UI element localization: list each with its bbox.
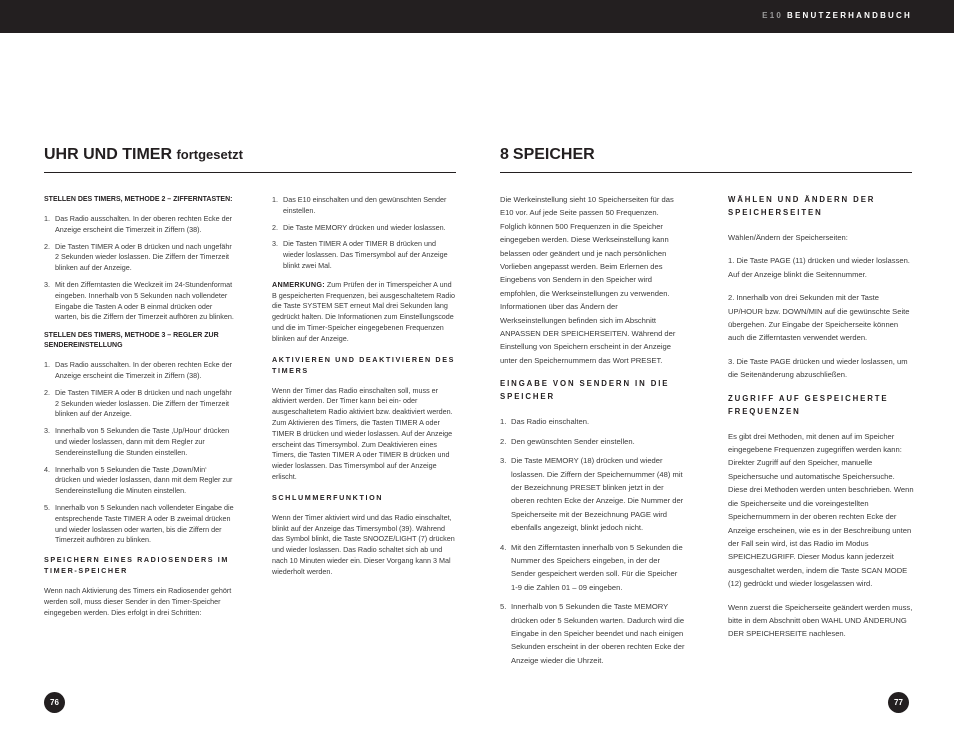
header-bar <box>0 0 954 33</box>
left-section-subtitle: fortgesetzt <box>176 147 243 162</box>
page-number-left: 76 <box>44 692 65 713</box>
list-item <box>500 600 685 667</box>
left-heading-rule <box>44 172 456 173</box>
list-item <box>44 360 234 382</box>
list-item <box>272 195 457 217</box>
list-item <box>44 242 234 274</box>
note-label: ANMERKUNG: <box>272 279 325 289</box>
right-heading-rule <box>500 172 912 173</box>
list-item <box>44 214 234 236</box>
left-section-heading <box>44 146 243 164</box>
list-item-text: Innerhalb von 5 Sekunden die Taste ‚Up/Hour‘ drücken und wieder loslassen, dann mit dem Regler zur Sendereinstellung die Stunden einstellen. <box>55 426 230 457</box>
list-item <box>272 239 457 271</box>
list-timer-method-2 <box>44 214 234 323</box>
left-section-title: UHR UND TIMER <box>44 146 172 163</box>
paragraph-snooze: Wenn der Timer aktiviert wird und das Radio einschaltet, blinkt auf der Anzeige das Timersymbol (39). Während das Symbol blinkt, die Taste SNOOZE/LIGHT (7) drücken und wieder loslassen. Das Radio schaltet sich ab und nach 10 Minuten wieder ein. Dieser Vorgang kann 3 Mal wiederholt werden. <box>272 512 455 576</box>
list-item-text: Mit den Zifferntasten innerhalb von 5 Sekunden die Nummer des Speichers eingeben, in der der Sender gespeichert werden soll. Für die Speicher 1-9 die Zahlen 01 – 09 eingeben. <box>511 542 683 592</box>
paragraph-access-note: Wenn zuerst die Speicherseite geändert werden muss, bitte in dem Abschnitt oben WAHL UND ÄNDERUNG DER SPEICHERSEITE nachlesen. <box>728 602 913 639</box>
list-item-number: 4. <box>44 464 50 474</box>
list-item-number: 2. <box>44 387 50 397</box>
list-timer-method-3 <box>44 360 234 546</box>
heading-select-pages: WÄHLEN UND ÄNDERN DER SPEICHERSEITEN <box>728 195 876 217</box>
list-item <box>500 435 685 448</box>
page-number-right: 77 <box>888 692 909 713</box>
list-item-text: Das E10 einschalten und den gewünschten Sender einstellen. <box>283 195 447 215</box>
list-store-steps <box>272 195 457 272</box>
model-name: E10 <box>762 11 784 20</box>
note-text: Zum Prüfen der in Timerspeicher A und B gespeicherten Frequenzen, bei ausgeschaltetem Radio die Taste SYSTEM SET erneut Mal drei Sekunden lang gedrückt halten. Die Informationen zum Einstellungscode und die im Timer-Speicher eingegebenen Frequenzen blinken auf der Anzeige. <box>272 279 455 343</box>
list-item <box>500 415 685 428</box>
section-number: 8 <box>500 146 509 163</box>
paragraph-presets-intro: Die Werkeinstellung sieht 10 Speicherseiten für das E10 vor. Auf jede Seite passen 50 Frequenzen. Folglich können 500 Frequenzen in die Speicher eingegeben werden. Diese Werkseinstellung kann belassen oder geändert und je nach persönlichen Vorlieben angepasst werden. Beim Erlernen des Eingebens von Sendern in den Speicher wird empfohlen, die Werkseinstellungen zu verwenden. Informationen über das Ändern der Werkseinstellungen befinden sich im Abschnitt ANPASSEN DER SPEICHERSEITEN. Während der Einstellung von Speichern erscheint in der Anzeige unter den Speichernummern das Wort PRESET. <box>500 195 676 365</box>
list-item <box>44 426 234 458</box>
list-item-text: Die Tasten TIMER A oder B drücken und nach ungefähr 2 Sekunden wieder loslassen. Die Ziffern der Timerzeit blinken auf der Anzeige. <box>55 241 232 273</box>
list-item <box>44 465 234 497</box>
paragraph-page-step-2: 2. Innerhalb von drei Sekunden mit der Taste UP/HOUR bzw. DOWN/MIN auf die gewünschte Seite übergehen. Zur Eingabe der Speicherseite können auch die Zifferntasten verwendet werden. <box>728 293 910 343</box>
list-item <box>44 503 234 546</box>
list-item-text: Die Taste MEMORY (18) drücken und wieder loslassen. Die Ziffern der Speichernummer (48) mit der Bezeichnung PRESET blinken jetzt in der oberen rechten Ecke der Anzeige. Die Nummer der Speicherseite mit der Bezeichnung PAGE wird ebenfalls angezeigt, blinkt jedoch nicht. <box>511 456 684 533</box>
list-item-number: 3. <box>44 426 50 436</box>
list-item-number: 5. <box>44 502 50 512</box>
list-item-number: 1. <box>44 214 50 223</box>
manual-label: BENUTZERHANDBUCH <box>787 11 912 20</box>
list-item-number: 5. <box>500 602 507 612</box>
list-item-number: 2. <box>44 241 50 251</box>
list-item-number: 3. <box>44 279 50 289</box>
list-item <box>44 280 234 323</box>
paragraph-activate-timer: Wenn der Timer das Radio einschalten soll, muss er aktiviert werden. Der Timer kann bei ein- oder ausgeschaltetem Radio aktiviert bzw. deaktiviert werden. Zum Aktivieren des Timers, die Tasten TIMER A oder TIMER B drücken und wieder loslassen. Auf der Anzeige erscheint das Timersymbol. Zum Deaktivieren eines Timers, die Tasten TIMER A oder TIMER B drücken und wieder loslassen. Das Timersymbol auf der Anzeige erlischt. <box>272 385 453 481</box>
note-paragraph <box>272 280 457 345</box>
list-item <box>500 541 685 595</box>
heading-timer-method-3: STELLEN DES TIMERS, METHODE 3 – REGLER ZUR SENDEREINSTELLUNG <box>44 332 219 350</box>
paragraph-access-methods: Es gibt drei Methoden, mit denen auf im Speicher eingegebene Frequenzen zugegriffen werden kann: Direkter Zugriff auf den Speicher, manuelle Speichersuche und automatische Speichersuche. Diese drei Methoden werden unten beschrieben. Wenn die Speicherseite und die voreingestellten Speichernummern in der oberen rechten Ecke der Anzeige erscheinen, wie es in der Beschreibung unten der Fall sein wird, ist das Radio im Modus SPEICHEZUGRIFF. Dieser Modus kann jederzeit ausgeschaltet werden, indem die Taste SCAN MODE (12) gedrückt und wieder losgelassen wird. <box>728 431 914 589</box>
heading-snooze: SCHLUMMERFUNKTION <box>272 492 384 502</box>
right-section-heading <box>500 146 595 164</box>
column-3 <box>500 193 685 675</box>
list-item-text: Innerhalb von 5 Sekunden die Taste MEMORY drücken oder 5 Sekunden warten. Dadurch wird die Eingabe in den Speicher beendet und nach einigen Sekunden erscheint in der oberen rechten Ecke der Anzeige wieder die Uhrzeit. <box>511 602 685 665</box>
paragraph-page-step-3: 3. Die Taste PAGE drücken und wieder loslassen, um die Seitenänderung abzuschließen. <box>728 356 908 380</box>
list-item-number: 3. <box>500 456 507 466</box>
list-item-text: Das Radio ausschalten. In der oberen rechten Ecke der Anzeige erscheint die Timerzeit in Ziffern (38). <box>55 214 232 234</box>
right-section-title: SPEICHER <box>512 146 595 163</box>
list-item-number: 1. <box>44 360 50 370</box>
list-item-number: 1. <box>500 417 507 427</box>
list-item-text: Die Taste MEMORY drücken und wieder loslassen. <box>283 222 446 232</box>
list-item-text: Den gewünschten Sender einstellen. <box>511 436 635 446</box>
manual-title <box>762 11 912 20</box>
list-item-text: Die Tasten TIMER A oder B drücken und nach ungefähr 2 Sekunden wieder loslassen. Die Ziffern der Timerzeit blinken auf der Anzeige. <box>55 387 232 419</box>
list-item-text: Die Tasten TIMER A oder TIMER B drücken und wieder loslassen. Das Timersymbol auf der Anzeige blinkt zwei Mal. <box>283 239 448 270</box>
list-enter-stations <box>500 415 685 667</box>
paragraph-page-step-1: 1. Die Taste PAGE (11) drücken und wieder loslassen. Auf der Anzeige blinkt die Seitennummer. <box>728 256 910 279</box>
paragraph-store-station: Wenn nach Aktivierung des Timers ein Radiosender gehört werden soll, muss dieser Sender in den Timer-Speicher eingegeben werden. Dies erfolgt in drei Schritten: <box>44 586 232 617</box>
column-4 <box>728 193 914 651</box>
list-item-text: Das Radio einschalten. <box>511 417 590 427</box>
heading-timer-method-2: STELLEN DES TIMERS, METHODE 2 – ZIFFERNTASTEN: <box>44 196 233 203</box>
list-item-number: 3. <box>272 239 278 249</box>
list-item-text: Innerhalb von 5 Sekunden die Taste ‚Down/Min‘ drücken und wieder loslassen, dann mit dem Regler zur Sendereinstellung die Minuten einstellen. <box>55 464 233 496</box>
list-item-text: Mit den Zifferntasten die Weckzeit im 24-Stundenformat eingeben. Innerhalb von 5 Sekunden nach vollendeter Eingabe die Tasten A oder B einmal drücken oder warten, bis die Ziffern der Timerzeit aufhören zu blinken. <box>55 279 234 322</box>
list-item <box>500 454 685 534</box>
list-item-text: Innerhalb von 5 Sekunden nach vollendeter Eingabe die entsprechende Taste TIMER A oder B zweimal drücken und wieder loslassen oder warten, bis die Ziffern der Timerzeit aufhören zu blinken. <box>55 502 234 545</box>
column-1 <box>44 195 234 628</box>
heading-enter-stations: EINGABE VON SENDERN IN DIE SPEICHER <box>500 379 670 402</box>
paragraph-select-pages: Wählen/Ändern der Speicherseiten: <box>728 233 848 242</box>
column-2 <box>272 195 457 587</box>
list-item-number: 4. <box>500 542 507 552</box>
list-item-number: 2. <box>272 222 278 232</box>
heading-store-station: SPEICHERN EINES RADIOSENDERS IM TIMER-SPEICHER <box>44 555 229 576</box>
list-item-text: Das Radio ausschalten. In der oberen rechten Ecke der Anzeige erscheint die Timerzeit in Ziffern (38). <box>55 360 232 380</box>
heading-activate-timer: AKTIVIEREN UND DEAKTIVIEREN DES TIMERS <box>272 354 455 375</box>
list-item <box>272 223 457 234</box>
list-item-number: 2. <box>500 436 507 446</box>
list-item <box>44 388 234 420</box>
list-item-number: 1. <box>272 195 278 204</box>
heading-access-presets: ZUGRIFF AUF GESPEICHERTE FREQUENZEN <box>728 393 889 416</box>
